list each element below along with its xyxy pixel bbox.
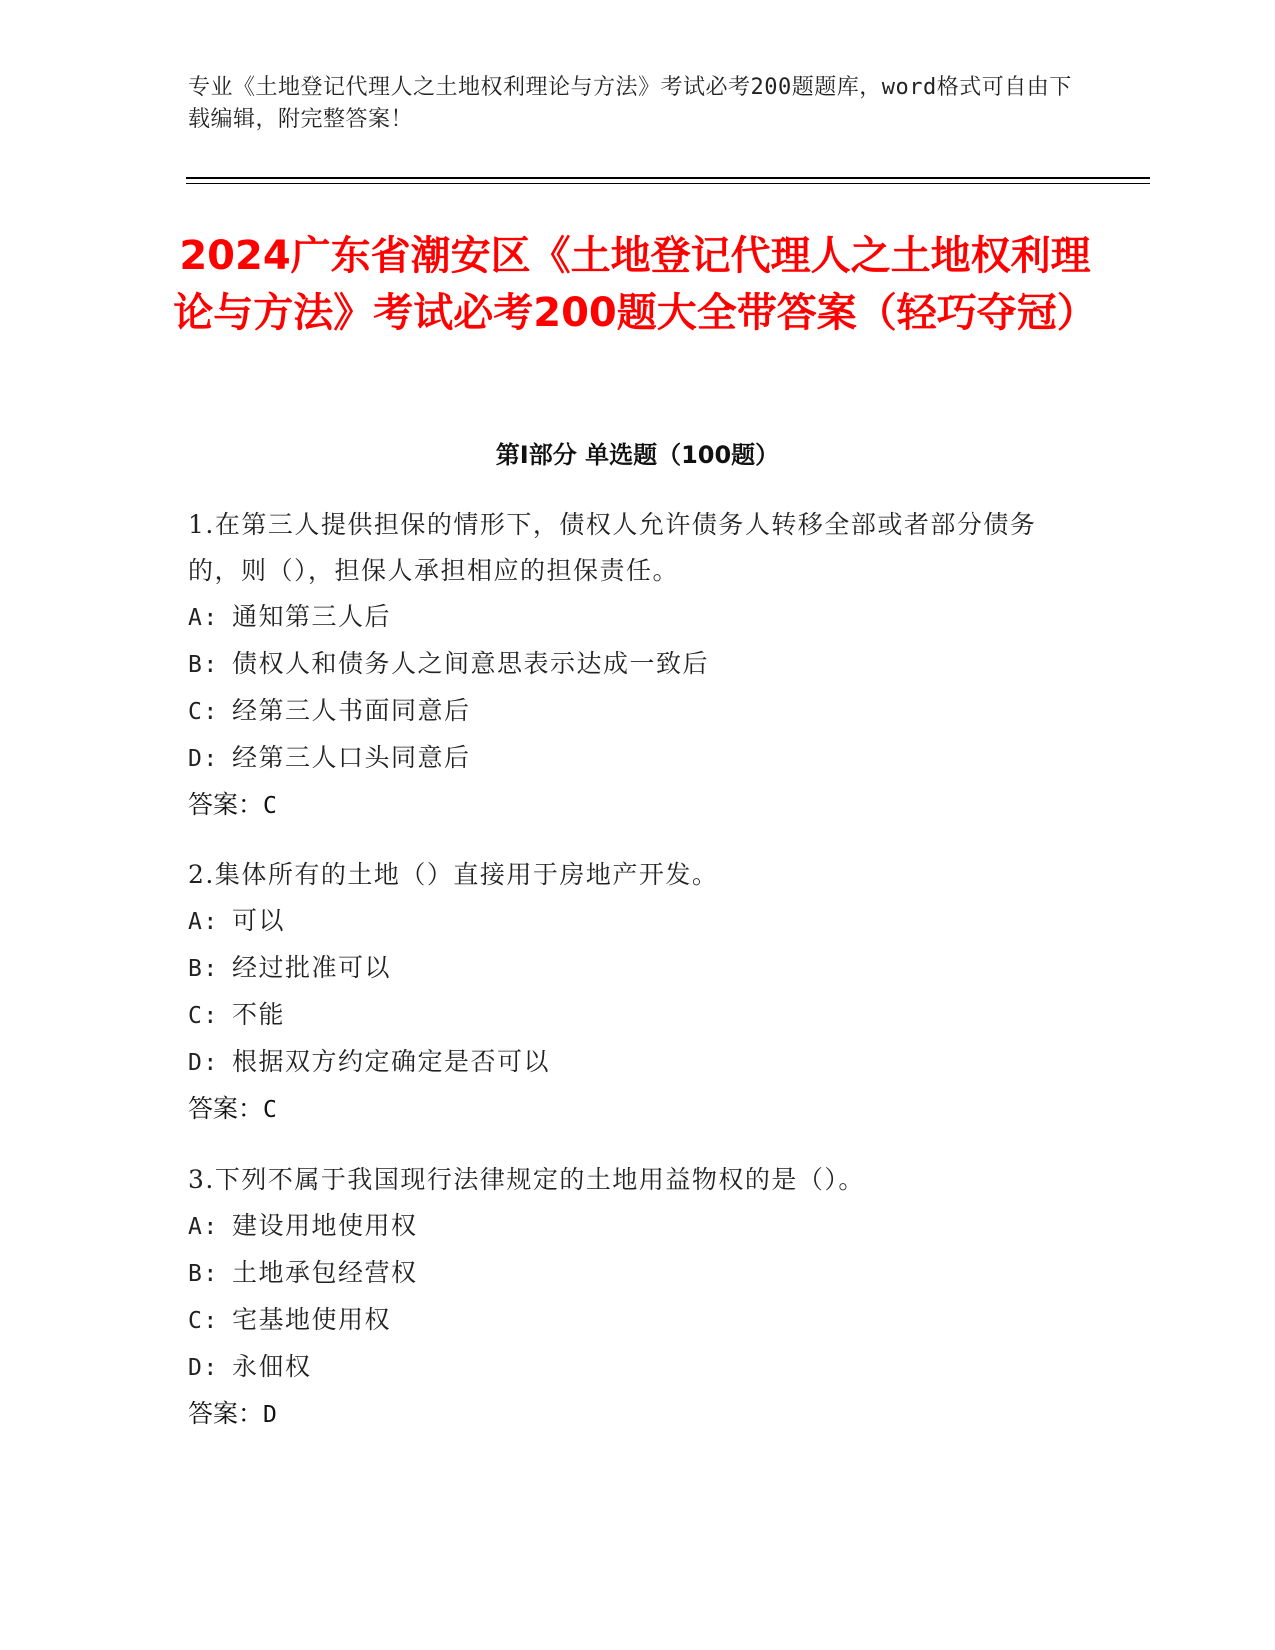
document-title: 2024广东省潮安区《土地登记代理人之土地权利理论与方法》考试必考200题大全带答案（轻巧夺冠） (173, 233, 1097, 336)
question-1 (188, 502, 1068, 829)
option-letter: B: (188, 956, 219, 982)
answer-label: 答案： (188, 790, 264, 819)
option-a (188, 898, 1068, 945)
option-text: 土地承包经营权 (232, 1258, 418, 1287)
option-c (188, 992, 1068, 1039)
option-letter: A: (188, 605, 219, 631)
option-text: 可以 (232, 906, 286, 935)
option-text: 经第三人书面同意后 (232, 696, 471, 725)
question-stem: 1.在第三人提供担保的情形下，债权人允许债务人转移全部或者部分债务的，则（），担保人承担相应的担保责任。 (188, 510, 1037, 585)
option-text: 经第三人口头同意后 (232, 743, 471, 772)
option-c (188, 688, 1068, 735)
answer-line (188, 1391, 1068, 1438)
option-letter: B: (188, 1261, 219, 1287)
option-b (188, 945, 1068, 992)
option-text: 永佃权 (232, 1352, 312, 1381)
option-text: 建设用地使用权 (232, 1211, 418, 1240)
option-text: 通知第三人后 (232, 602, 392, 631)
option-letter: A: (188, 1214, 219, 1240)
option-letter: D: (188, 1050, 219, 1076)
answer-value: D (263, 1402, 277, 1428)
option-letter: D: (188, 746, 219, 772)
option-text: 债权人和债务人之间意思表示达成一致后 (232, 649, 710, 678)
option-d (188, 1039, 1068, 1086)
answer-label: 答案： (188, 1399, 264, 1428)
question-stem: 2.集体所有的土地（）直接用于房地产开发。 (188, 860, 719, 889)
option-text: 宅基地使用权 (232, 1305, 392, 1334)
header-rule-thick (186, 177, 1150, 179)
option-b (188, 641, 1068, 688)
option-text: 经过批准可以 (232, 953, 392, 982)
question-2 (188, 852, 1068, 1133)
header-note: 专业《土地登记代理人之土地权利理论与方法》考试必考200题题库，word格式可自由下载编辑，附完整答案！ (188, 75, 1072, 132)
section-title: 第Ⅰ部分 单选题（100题） (495, 441, 780, 469)
header-rule-thin (186, 183, 1150, 184)
answer-value: C (263, 793, 277, 819)
answer-line (188, 782, 1068, 829)
answer-label: 答案： (188, 1094, 264, 1123)
option-a (188, 594, 1068, 641)
question-3 (188, 1157, 1068, 1438)
option-letter: C: (188, 1308, 219, 1334)
answer-value: C (263, 1097, 277, 1123)
answer-line (188, 1086, 1068, 1133)
option-letter: A: (188, 909, 219, 935)
option-letter: B: (188, 652, 219, 678)
option-a (188, 1203, 1068, 1250)
option-c (188, 1297, 1068, 1344)
option-d (188, 1344, 1068, 1391)
option-text: 根据双方约定确定是否可以 (232, 1047, 551, 1076)
option-letter: D: (188, 1355, 219, 1381)
option-text: 不能 (232, 1000, 286, 1029)
option-d (188, 735, 1068, 782)
option-letter: C: (188, 1003, 219, 1029)
option-letter: C: (188, 699, 219, 725)
option-b (188, 1250, 1068, 1297)
question-stem: 3.下列不属于我国现行法律规定的土地用益物权的是（）。 (188, 1165, 865, 1194)
